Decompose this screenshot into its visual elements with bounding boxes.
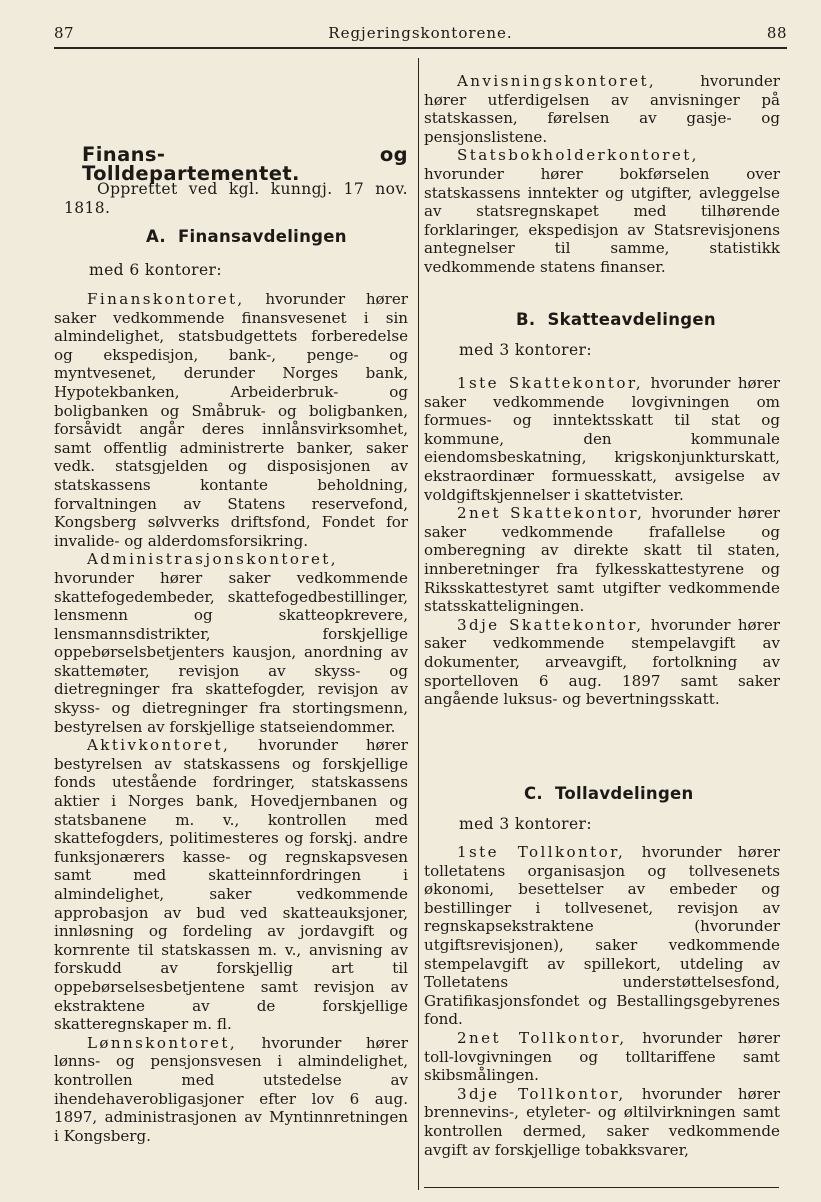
paragraph-text: hvorunder hører tolletatens organisasjon og tollvesenets økonomi, besettelser av embeder og bestillinger i tollvesenet, revisjon av regnskapsekstraktene (hvorunder utgiftsrevisjonen), saker vedkommende stempelavgift av spillekort, utdeling av Tolletatens understøttelsesfond, Gratifikasjonsfondet og Bestallingsgebyrenes fond.: [424, 843, 780, 1029]
page-number-left: 87: [54, 24, 75, 42]
department-title: Finans- og Tolldepartementet.: [82, 143, 408, 185]
paragraph-1ste-skattekontor: [424, 374, 780, 504]
office-name: Statsbokholderkontoret,: [457, 146, 699, 165]
office-name: Anvisningskontoret,: [457, 72, 657, 90]
section-c-title: Tollavdelingen: [554, 784, 694, 803]
office-name: 2net Skattekontor,: [457, 504, 645, 523]
paragraph-1ste-tollkontor: [424, 843, 780, 1029]
column-divider: [418, 58, 419, 1190]
paragraph-text: hvorunder hører saker vedkommende finansvesenet i sin almindelighet, statsbudgettets forberedelse og ekspedisjon, bank-, penge- og myntvesenet, derunder Norges bank, Hypotekbanken, Arbeiderbruk- og boligbanken og Småbruk- og boligbanken, forsåvidt angår deres innlånsvirksomhet, samt offentlig administrerte banker, saker vedk. statsgjelden og disposisjonen av statskassens kontante beholdning, forvaltningen av Statens reservefond, Kongsberg sølvverks driftsfond, Fondet for invalide- og alderdomsforsikring.: [54, 290, 408, 550]
office-name: 1ste Tollkontor,: [457, 843, 626, 861]
office-name: 2net Tollkontor,: [457, 1028, 627, 1047]
paragraph-text: hvorunder hører toll-lovgivningen og tolltariffene samt skibsmålingen.: [424, 1028, 780, 1085]
page-number-right: 88: [766, 24, 787, 42]
paragraph-text: hvorunder hører bestyrelsen av statskassens og forskjellige fonds utestående fordringer, statskassens aktier i Norges bank, Hovedjernbanen og statsbanene m. v., kontrollen med skattefogders, politimesteres og forskj. andre funksjonærers kasse- og regnskapsvesen samt med skatteinnfordringen i almindelighet, saker vedkommende approbasjon av bud ved skatteauksjoner, innløsning og fordeling av jordavgift og kornrente til statskassen m. v., anvisning av forskudd av forskjellig art til oppebørselsesbetjentene samt revisjon av ekstraktene av de forskjellige skatteregnskaper m. fl.: [54, 736, 408, 1034]
section-a-paragraphs-right: [424, 72, 780, 277]
section-b-subtitle: med 3 kontorer:: [459, 341, 592, 359]
section-c-paragraphs: [424, 843, 780, 1159]
paragraph-statsbokholderkontoret: [424, 146, 780, 276]
office-name: Finanskontoret,: [87, 290, 245, 308]
paragraph-2net-skattekontor: [424, 504, 780, 616]
footer-rule: [424, 1187, 779, 1188]
department-established: Opprettet ved kgl. kunngj. 17 nov. 1818.: [64, 180, 408, 217]
section-b-letter: B.: [516, 310, 536, 329]
section-a-subtitle: med 6 kontorer:: [89, 261, 222, 279]
paragraph-text: hvorunder hører saker vedkommende lovgivningen om formues- og inntektsskatt til stat og kommune, den kommunale eiendomsbeskatning, krigskonjunkturskatt, ekstraordinær formuesskatt, avsigelse av voldgiftskjennelser i skattetvister.: [424, 374, 780, 504]
office-name: 3dje Tollkontor,: [457, 1084, 626, 1103]
section-c-subtitle: med 3 kontorer:: [459, 815, 592, 833]
office-name: Administrasjonskontoret,: [87, 550, 338, 569]
running-title: Regjeringskontorene.: [328, 24, 513, 42]
paragraph-text: hvorunder hører saker vedkommende frafallelse og omberegning av direkte skatt til staten, innberetninger fra fylkesskattestyrene og Riksskattestyret samt utgifter vedkommende statsskatteligningen.: [424, 504, 780, 616]
paragraph-administrasjonskontoret: [54, 550, 408, 736]
paragraph-aktivkontoret: [54, 736, 408, 1034]
paragraph-text: hvorunder hører utferdigelsen av anvisninger på statskassen, førelsen av gasje- og pensjonslistene.: [424, 72, 780, 146]
running-head: [54, 24, 787, 48]
paragraph-3dje-tollkontor: [424, 1085, 780, 1159]
office-name: 1ste Skattekontor,: [457, 374, 644, 392]
office-name: Lønnskontoret,: [87, 1033, 238, 1052]
section-b-heading: [516, 311, 716, 330]
paragraph-text: hvorunder hører saker vedkommende skattefogedembeder, skattefogedbestillinger, lensmenn og skatteopkrevere, lensmannsdistrikter, forskjellige oppebørselsbetjenters kausjon, anordning av skattemøter, revisjon av skyss- og dietregninger fra skattefogder, revisjon av skyss- og dietregninger fra stortingsmenn, bestyrelsen av forskjellige statseiendommer.: [54, 568, 408, 736]
office-name: 3dje Skattekontor,: [457, 615, 644, 634]
section-a-title: Finansavdelingen: [177, 227, 347, 246]
paragraph-text: hvorunder hører lønns- og pensjonsvesen i almindelighet, kontrollen med utstedelse av ihendehaverobligasjoner efter lov 6 aug. 1897, administrasjonen av Myntinnretningen i Kongsberg.: [54, 1033, 408, 1145]
paragraph-finanskontoret: [54, 290, 408, 550]
header-rule: [54, 47, 787, 49]
paragraph-text: hvorunder hører bokførselen over statskassens inntekter og utgifter, avleggelse av statsregnskapet med tilhørende forklaringer, ekspedisjon av Statsrevisjonens antegnelser til samme, statistikk vedkommende statens finanser.: [424, 164, 780, 276]
section-b-paragraphs: [424, 374, 780, 709]
paragraph-2net-tollkontor: [424, 1029, 780, 1085]
paragraph-text: hvorunder hører brennevins-, etyleter- og øltilvirkningen samt kontrollen dermed, saker vedkommende avgift av forskjellige tobakksvarer,: [424, 1084, 780, 1159]
section-a-letter: A.: [146, 227, 166, 246]
paragraph-lonnskontoret: [54, 1034, 408, 1146]
section-a-paragraphs-left: [54, 290, 408, 1145]
section-c-letter: C.: [524, 784, 543, 803]
office-name: Aktivkontoret,: [87, 736, 231, 755]
section-b-title: Skatteavdelingen: [547, 310, 716, 329]
paragraph-3dje-skattekontor: [424, 616, 780, 709]
paragraph-text: hvorunder hører saker vedkommende stempelavgift av dokumenter, arveavgift, fortolkning av sportelloven 6 aug. 1897 samt saker angående luksus- og bevertningsskatt.: [424, 615, 780, 709]
paragraph-anvisningskontoret: [424, 72, 780, 146]
section-c-heading: [524, 785, 694, 804]
section-a-heading: [146, 228, 347, 247]
